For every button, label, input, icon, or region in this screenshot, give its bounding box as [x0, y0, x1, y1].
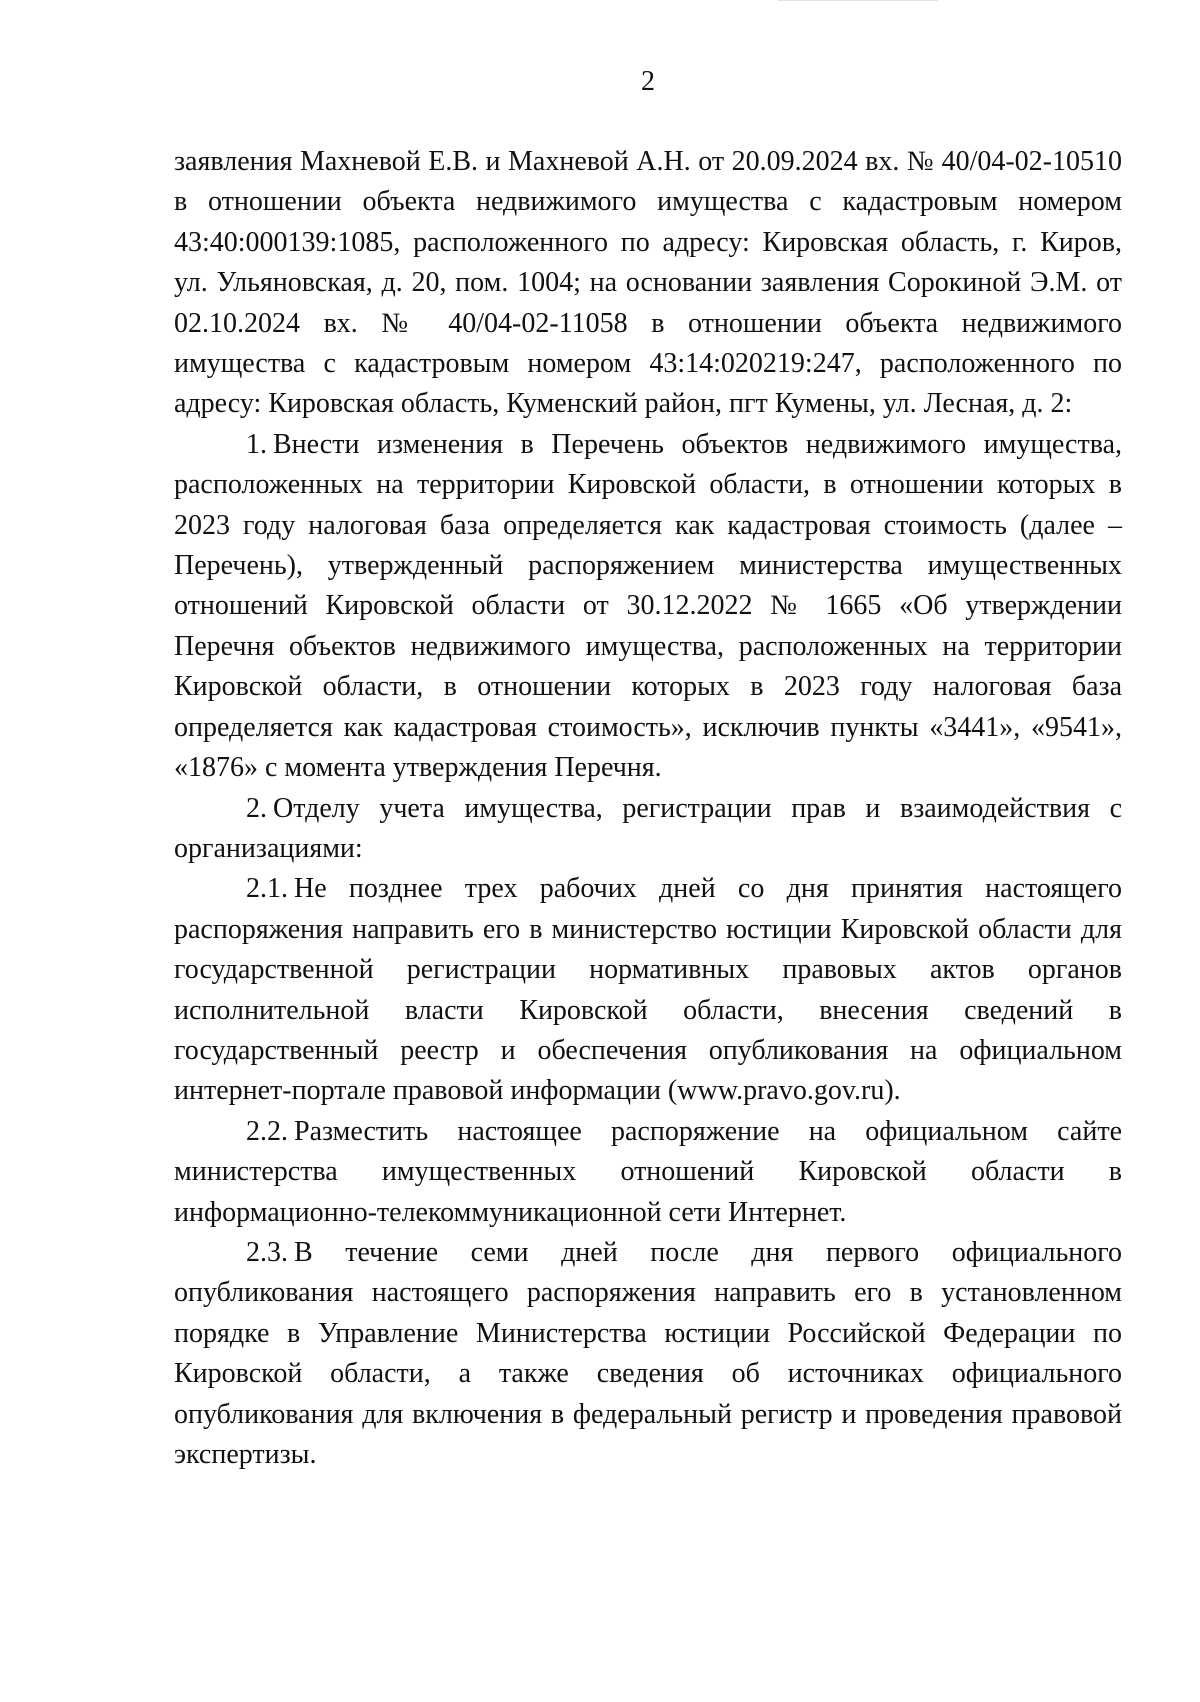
item-2-1-number: 2.1.	[246, 873, 288, 905]
item-2-3-paragraph	[174, 1233, 1122, 1475]
scan-edge-mark	[778, 0, 938, 4]
item-1-number: 1.	[246, 428, 267, 460]
document-body	[174, 142, 1122, 1475]
item-2-2-number: 2.2.	[246, 1115, 288, 1147]
page-number: 2	[641, 66, 655, 97]
intro-paragraph	[174, 142, 1122, 425]
intro-paragraph-text: заявления Махневой Е.В. и Махневой А.Н. от 20.09.2024 вх. № 40/04-02-10510 в отношении объекта недвижимого имущества с кадастровым номером 43:40:000139:1085, расположенного по адресу: Кировская область, г. Киров, ул. Ульяновская, д. 20, пом. 1004; на основании заявления Сорокиной Э.М. от 02.10.2024 вх. № 40/04-02-11058 в отношении объекта недвижимого имущества с кадастровым номером 43:14:020219:247, расположенного по адресу: Кировская область, Куменский район, пгт Кумены, ул. Лесная, д. 2:	[174, 146, 1122, 420]
item-2-number: 2.	[246, 792, 267, 824]
item-2-2-text: Разместить настоящее распоряжение на официальном сайте министерства имущественных отношений Кировской области в информационно-телекоммуникационной сети Интернет.	[174, 1115, 1122, 1228]
item-1-paragraph	[174, 425, 1122, 789]
item-2-2-paragraph	[174, 1112, 1122, 1233]
item-2-text: Отделу учета имущества, регистрации прав и взаимодействия с организациями:	[174, 792, 1122, 864]
item-2-1-text: Не позднее трех рабочих дней со дня принятия настоящего распоряжения направить его в министерство юстиции Кировской области для государственной регистрации нормативных правовых актов органов исполнительной власти Кировской области, внесения сведений в государственный реестр и обеспечения опубликования на официальном интернет-портале правовой информации (www.pravo.gov.ru).	[174, 873, 1122, 1107]
item-2-3-text: В течение семи дней после дня первого официального опубликования настоящего распоряжения направить его в установленном порядке в Управление Министерства юстиции Российской Федерации по Кировской области, а также сведения об источниках официального опубликования для включения в федеральный регистр и проведения правовой экспертизы.	[174, 1236, 1122, 1470]
item-2-3-number: 2.3.	[246, 1236, 288, 1268]
item-1-text: Внести изменения в Перечень объектов недвижимого имущества, расположенных на территории Кировской области, в отношении которых в 2023 году налоговая база определяется как кадастровая стоимость (далее – Перечень), утвержденный распоряжением министерства имущественных отношений Кировской области от 30.12.2022 № 1665 «Об утверждении Перечня объектов недвижимого имущества, расположенных на территории Кировской области, в отношении которых в 2023 году налоговая база определяется как кадастровая стоимость», исключив пункты «3441», «9541», «1876» с момента утверждения Перечня.	[174, 428, 1122, 784]
item-2-paragraph	[174, 789, 1122, 870]
item-2-1-paragraph	[174, 869, 1122, 1111]
